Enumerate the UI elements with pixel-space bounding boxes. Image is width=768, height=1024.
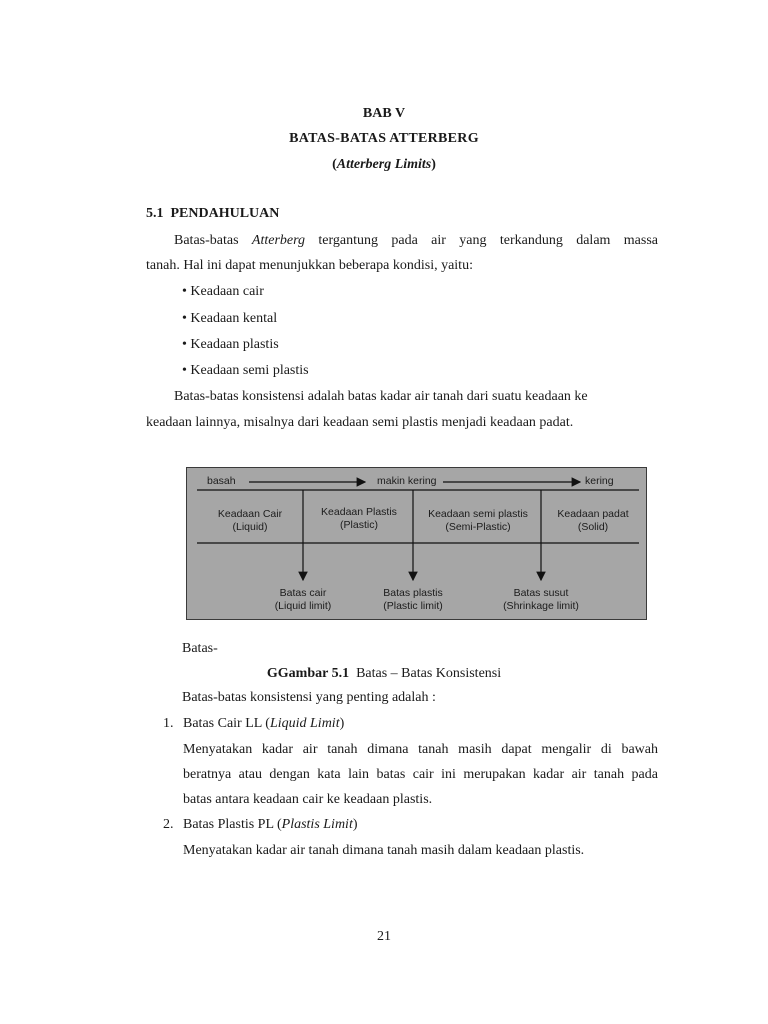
state-plastic: Keadaan Plastis (Plastic) xyxy=(321,506,397,531)
state-liquid: Keadaan Cair (Liquid) xyxy=(217,508,283,533)
section-heading: 5.1 PENDAHULUAN xyxy=(146,206,280,221)
consistency-line-1: Batas-batas konsistensi adalah batas kadar air tanah dari suatu keadaan ke xyxy=(174,389,588,404)
item-number: 1. xyxy=(163,716,174,731)
limit-plastic: Batas plastis (Plastic limit) xyxy=(383,587,443,612)
bullet-item: • Keadaan semi plastis xyxy=(182,363,309,378)
page-number: 21 xyxy=(377,929,391,944)
important-intro: Batas-batas konsistensi yang penting adalah : xyxy=(182,690,436,705)
limit-shrinkage: Batas susut (Shrinkage limit) xyxy=(503,587,579,612)
consistency-diagram xyxy=(186,467,647,620)
item-desc-line: Menyatakan kadar air tanah dimana tanah masih dalam keadaan plastis. xyxy=(183,843,585,858)
item-label-liquid-limit: Batas Cair LL (Liquid Limit) xyxy=(183,716,345,731)
state-solid: Keadaan padat (Solid) xyxy=(557,508,629,533)
item-label-plastic-limit: Batas Plastis PL (Plastis Limit) xyxy=(183,817,358,832)
label-basah: basah xyxy=(207,475,236,487)
item-desc-line: beratnya atau dengan kata lain batas cair ini merupakan kadar air tanah pada xyxy=(183,767,658,782)
item-desc-line: batas antara keadaan cair ke keadaan plastis. xyxy=(183,792,433,807)
intro-line-1: Batas-batas Atterberg tergantung pada air yang terkandung dalam massa xyxy=(174,233,658,248)
bullet-item: • Keadaan plastis xyxy=(182,337,279,352)
item-number: 2. xyxy=(163,817,174,832)
item-desc-line: Menyatakan kadar air tanah dimana tanah masih dapat mengalir di bawah xyxy=(183,742,658,757)
chapter-subtitle: (Atterberg Limits) xyxy=(332,157,436,172)
state-semi-plastic: Keadaan semi plastis (Semi-Plastic) xyxy=(428,508,528,533)
intro-line-2: tanah. Hal ini dapat menunjukkan beberapa kondisi, yaitu: xyxy=(146,258,473,273)
stray-text: Batas- xyxy=(182,641,218,656)
chapter-title: BATAS-BATAS ATTERBERG xyxy=(289,131,479,146)
figure-caption: GGambar 5.1 Batas – Batas Konsistensi xyxy=(266,666,502,681)
label-makin-kering: makin kering xyxy=(377,475,437,487)
bullet-item: • Keadaan kental xyxy=(182,311,278,326)
consistency-line-2: keadaan lainnya, misalnya dari keadaan semi plastis menjadi keadaan padat. xyxy=(146,415,574,430)
chapter-label: BAB V xyxy=(362,106,406,121)
bullet-item: • Keadaan cair xyxy=(182,284,264,299)
limit-liquid: Batas cair (Liquid limit) xyxy=(274,587,332,612)
label-kering: kering xyxy=(585,475,614,487)
